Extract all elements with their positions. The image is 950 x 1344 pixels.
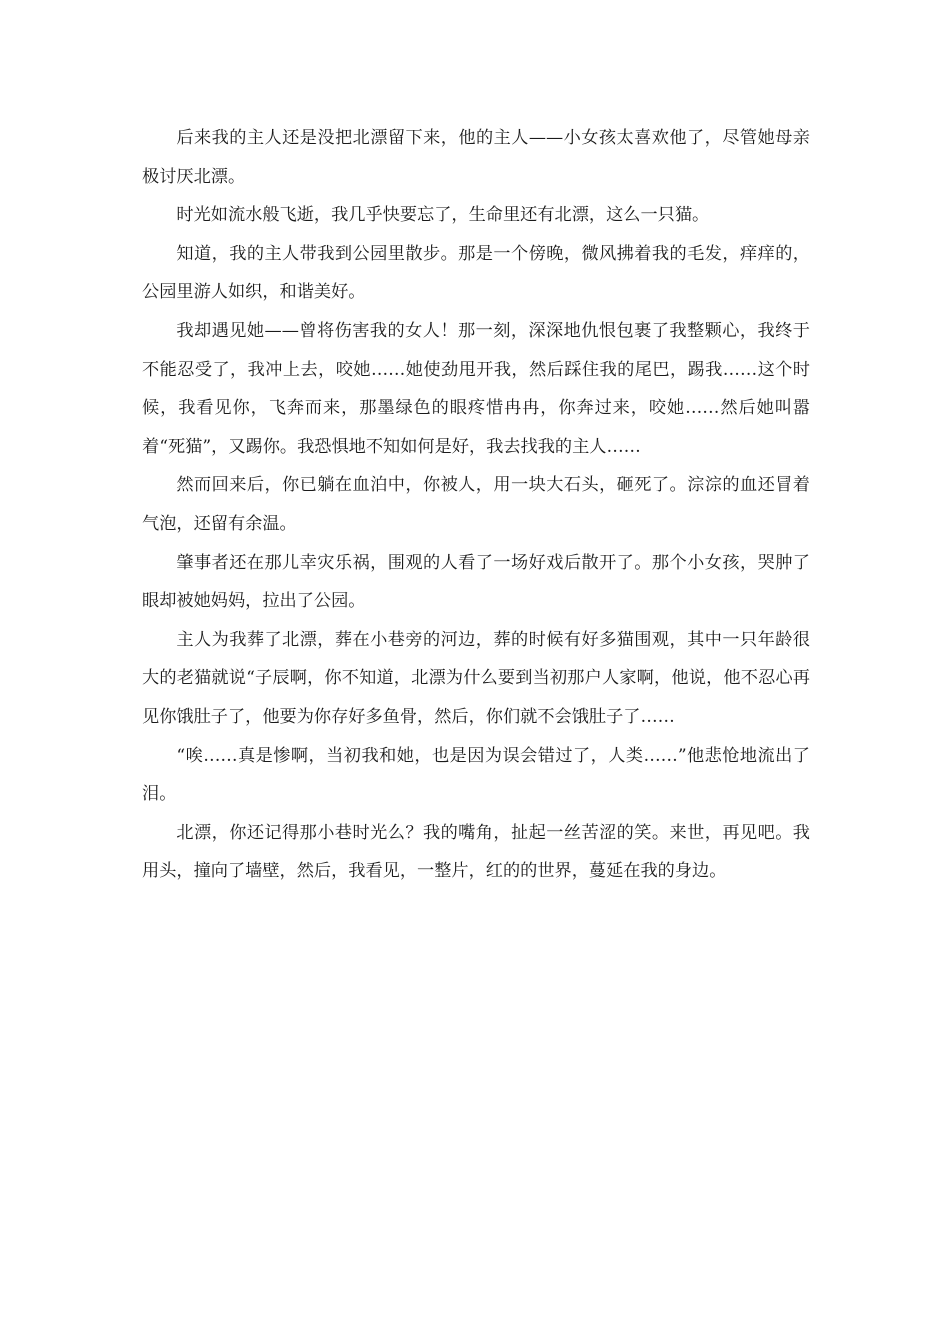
- paragraph: 北漂，你还记得那小巷时光么？我的嘴角，扯起一丝苦涩的笑。来世，再见吧。我用头，撞向了墙壁，然后，我看见，一整片，红的的世界，蔓延在我的身边。: [142, 822, 810, 882]
- paragraph: 然而回来后，你已躺在血泊中，你被人，用一块大石头，砸死了。淙淙的血还冒着气泡，还留有余温。: [142, 475, 810, 534]
- document-body: [142, 119, 810, 891]
- paragraph: “唉……真是惨啊，当初我和她，也是因为误会错过了，人类……”他悲怆地流出了泪。: [142, 745, 810, 805]
- paragraph: 我却遇见她——曾将伤害我的女人！那一刻，深深地仇恨包裹了我整颗心，我终于不能忍受了，我冲上去，咬她……她使劲甩开我，然后踩住我的尾巴，踢我……这个时候，我看见你，飞奔而来，那墨绿色的眼疼惜冉冉，你奔过来，咬她……然后她叫嚣着“死猫”，又踢你。我恐惧地不知如何是好，我去找我的主人……: [142, 320, 810, 457]
- paragraph: 主人为我葬了北漂，葬在小巷旁的河边，葬的时候有好多猫围观，其中一只年龄很大的老猫就说“子辰啊，你不知道，北漂为什么要到当初那户人家啊，他说，他不忍心再见你饿肚子了，他要为你存好多鱼骨，然后，你们就不会饿肚子了……: [142, 629, 810, 727]
- paragraph: 知道，我的主人带我到公园里散步。那是一个傍晚，微风拂着我的毛发，痒痒的，公园里游人如织，和谐美好。: [142, 243, 810, 303]
- paragraph: 肇事者还在那儿幸灾乐祸，围观的人看了一场好戏后散开了。那个小女孩，哭肿了眼却被她妈妈，拉出了公园。: [142, 552, 810, 612]
- paragraph: 后来我的主人还是没把北漂留下来，他的主人——小女孩太喜欢他了，尽管她母亲极讨厌北漂。: [142, 128, 810, 187]
- paragraph: 时光如流水般飞逝，我几乎快要忘了，生命里还有北漂，这么一只猫。: [176, 205, 710, 226]
